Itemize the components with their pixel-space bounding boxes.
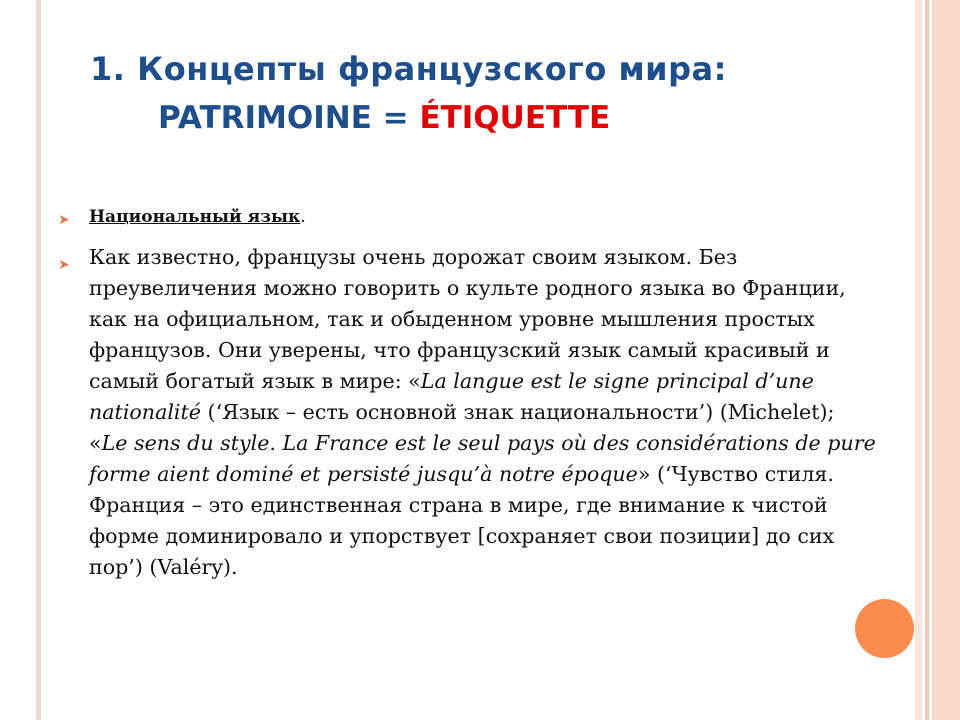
- chevron-right-icon: ➤: [58, 257, 70, 273]
- title-line-1: 1. Концепты французского мира:: [90, 50, 727, 88]
- bullet-heading: Национальный язык: [89, 207, 301, 227]
- quote-valery: Le sens du style. La France est le seul pays où des considérations de pure forme aient dominé et persisté jusqu’à notre époque: [89, 431, 876, 486]
- body-text-3: » (‘Чувство стиля. Франция – это единственная страна в мире, где внимание к чистой форме доминировало и упорствует [сохраняет свои позиции] до сих пор’) (Valéry).: [89, 462, 835, 579]
- bullet-list: [58, 204, 878, 583]
- quote-michelet: La langue est le signe principal d’une nationalité: [89, 369, 814, 424]
- left-frame-line: [36, 0, 41, 720]
- chevron-right-icon: ➤: [58, 212, 70, 228]
- title-main-text: PATRIMOINE =: [158, 100, 420, 136]
- body-text-1: Как известно, французы очень дорожат своим языком. Без преувеличения можно говорить о культе родного языка во Франции, как на официальном, так и обыденном уровне мышления простых французов. Они уверены, что французский язык самый красивый и самый богатый язык в мире: «: [89, 245, 846, 393]
- right-decorative-stripes: [915, 0, 960, 720]
- title-accent-text: ÉTIQUETTE: [419, 100, 611, 136]
- decorative-orange-circle: [855, 599, 914, 658]
- title-line-2: [158, 100, 610, 136]
- bullet-heading-tail: .: [300, 207, 306, 227]
- bullet-item-body: [58, 242, 878, 583]
- bullet-item-national-language: [58, 204, 878, 230]
- body-text-2: (‘Язык – есть основной знак национальности’) (Michelet); «: [89, 400, 835, 455]
